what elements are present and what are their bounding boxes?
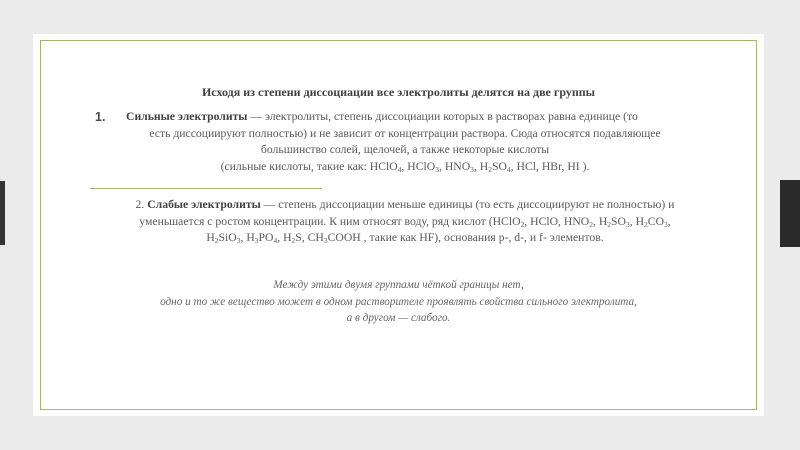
formula-subscript: 4 bbox=[506, 164, 511, 174]
formula-subscript: 2 bbox=[291, 236, 296, 245]
formula-part: H bbox=[206, 231, 215, 244]
formula-part: H bbox=[283, 231, 292, 244]
italic-note bbox=[33, 277, 764, 327]
formula-tail: , bbox=[473, 159, 480, 173]
formula-part: S, CH bbox=[295, 231, 324, 244]
formula-subscript: 2 bbox=[214, 236, 219, 245]
formula-subscript: 2 bbox=[488, 164, 492, 174]
slide bbox=[33, 34, 764, 416]
formula-subscript: 3 bbox=[470, 164, 474, 174]
item1-line1 bbox=[126, 109, 638, 126]
formula-subscript: 3 bbox=[323, 236, 328, 245]
item2-line2 bbox=[95, 214, 715, 231]
weak-electrolytes-item bbox=[95, 197, 715, 247]
note-line2: одно и то же вещество может в одном растворителе проявлять свойства сильного электролита, bbox=[160, 295, 637, 308]
divider-line bbox=[90, 188, 322, 189]
strong-acids-formulas bbox=[370, 160, 517, 173]
item1-line4-suffix: HCl, HBr, HI ). bbox=[516, 159, 590, 173]
weak-acids-formulas bbox=[493, 215, 671, 228]
formula-part: H bbox=[246, 231, 255, 244]
formula-part: H bbox=[479, 159, 489, 173]
formula-part: CO bbox=[647, 214, 665, 228]
formula-tail: , bbox=[277, 231, 284, 244]
formula-part: SiO bbox=[218, 231, 237, 244]
formula-subscript: 3 bbox=[664, 219, 668, 229]
right-edge-tab bbox=[780, 180, 800, 247]
formula-subscript: 3 bbox=[254, 236, 259, 245]
formula-part: HClO bbox=[407, 159, 436, 173]
item2-line2-prefix: уменьшается с ростом концентрации. К ним относят воду, ряд кислот ( bbox=[139, 214, 493, 228]
note-line1: Между этими двумя группами чёткой границы нет, bbox=[273, 279, 524, 291]
strong-electrolytes-term: Сильные электролиты bbox=[126, 110, 248, 123]
formula-part: H bbox=[635, 214, 645, 228]
formula-part: H bbox=[598, 214, 608, 228]
formula-part: HNO bbox=[444, 159, 471, 173]
formula-tail: , bbox=[401, 159, 408, 173]
formula-part: HClO bbox=[492, 214, 521, 228]
formula-tail: , bbox=[667, 214, 671, 228]
item2-number: 2. bbox=[135, 198, 148, 211]
item1-line3: большинство солей, щелочей, а также некоторые кислоты bbox=[260, 143, 550, 156]
formula-subscript: 2 bbox=[520, 219, 525, 229]
item1-line4 bbox=[95, 159, 715, 176]
formula-subscript: 3 bbox=[435, 164, 439, 174]
slide-title: Исходя из степени диссоциации все электролиты делятся на две группы bbox=[201, 85, 596, 99]
formula-subscript: 4 bbox=[397, 164, 402, 174]
formula-subscript: 2 bbox=[644, 219, 648, 229]
formula-subscript: 3 bbox=[236, 236, 241, 245]
item2-line1 bbox=[95, 197, 715, 214]
formula-part: PO bbox=[258, 231, 274, 244]
item2-line1-text: — степень диссоциации меньше единицы (то есть диссоциируют не полностью) и bbox=[260, 198, 675, 211]
formula-subscript: 4 bbox=[273, 236, 278, 245]
formula-part: HClO bbox=[369, 159, 398, 173]
formula-subscript: 2 bbox=[607, 219, 612, 229]
item2-line3-suffix: , такие как HF), основания p-, d-, и f- элементов. bbox=[360, 231, 604, 244]
formula-subscript: 3 bbox=[625, 219, 630, 229]
formula-tail: , bbox=[592, 214, 599, 228]
formula-tail: , bbox=[438, 159, 445, 173]
item-number: 1. bbox=[95, 110, 106, 124]
formula-tail: , bbox=[240, 231, 247, 244]
item1-line1-text: — электролиты, степень диссоциации которых в растворах равна единице (то bbox=[247, 110, 638, 123]
weak-electrolytes-term: Слабые электролиты bbox=[147, 198, 261, 211]
note-line3: а в другом — слабого. bbox=[346, 312, 451, 324]
formula-part: HNO bbox=[563, 214, 590, 228]
item2-line3 bbox=[95, 230, 715, 247]
formula-tail: , HClO, bbox=[524, 214, 564, 228]
weak-acids-formulas-2 bbox=[206, 231, 360, 244]
left-edge-tab bbox=[0, 181, 5, 245]
formula-part: SO bbox=[611, 214, 626, 228]
item1-line4-prefix: (сильные кислоты, такие как: bbox=[220, 159, 370, 173]
formula-tail: COOH bbox=[327, 231, 361, 244]
formula-tail: , bbox=[629, 214, 636, 228]
item1-line2: есть диссоциируют полностью) и не зависит от концентрации раствора. Сюда относятся подавляющее bbox=[149, 126, 661, 140]
formula-tail: , bbox=[510, 159, 517, 173]
formula-part: SO bbox=[491, 159, 507, 173]
formula-subscript: 2 bbox=[589, 219, 593, 229]
